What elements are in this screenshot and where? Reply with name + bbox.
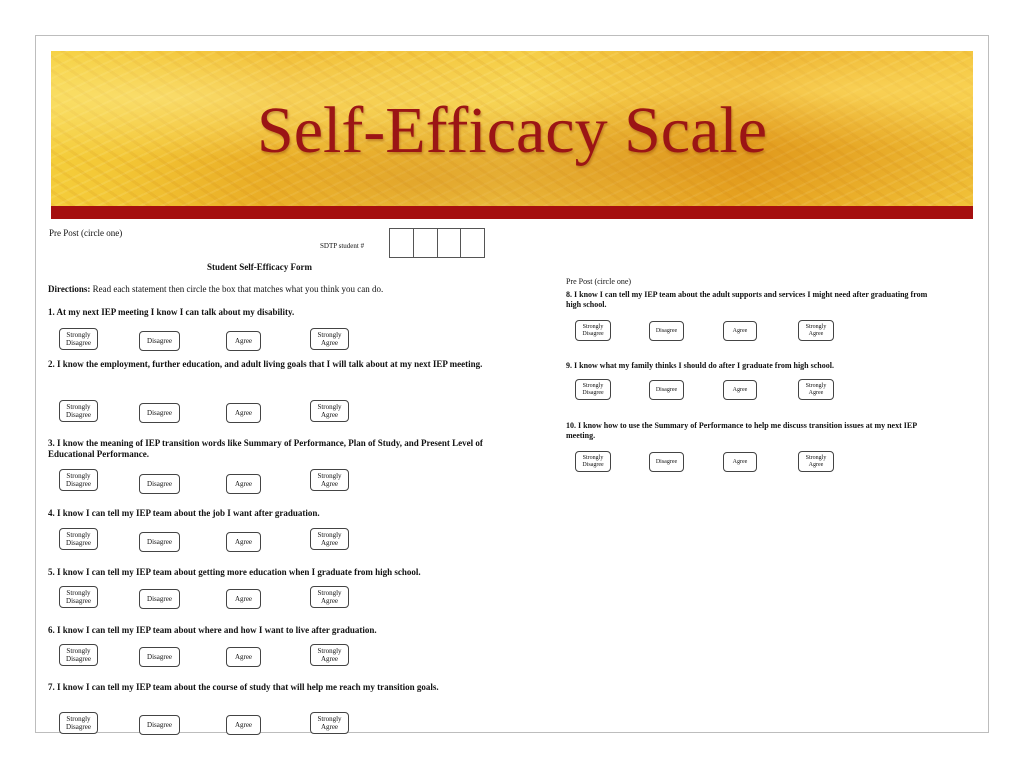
q3-disagree-option[interactable]: Disagree xyxy=(139,474,180,494)
student-id-label: SDTP student # xyxy=(320,242,365,250)
banner-title: Self-Efficacy Scale xyxy=(256,94,768,167)
q4-agree-option[interactable]: Agree xyxy=(226,532,261,552)
q8-strongly-disagree-option[interactable]: Strongly Disagree xyxy=(575,320,611,341)
q9-agree-option[interactable]: Agree xyxy=(723,380,757,400)
q6-disagree-option[interactable]: Disagree xyxy=(139,647,180,667)
q4-strongly-disagree-option[interactable]: Strongly Disagree xyxy=(59,528,98,550)
q1-agree-option[interactable]: Agree xyxy=(226,331,261,351)
question-3: 3. I know the meaning of IEP transition words like Summary of Performance, Plan of Study, and Present Level of Educational Performance. xyxy=(48,438,483,459)
directions xyxy=(48,284,383,295)
q1-strongly-disagree-option[interactable]: Strongly Disagree xyxy=(59,328,98,350)
student-id-digit-box[interactable] xyxy=(390,229,414,257)
q2-strongly-agree-option[interactable]: Strongly Agree xyxy=(310,400,349,422)
q7-strongly-disagree-option[interactable]: Strongly Disagree xyxy=(59,712,98,734)
student-id-digit-box[interactable] xyxy=(438,229,462,257)
directions-label: Directions: xyxy=(48,284,91,294)
directions-text: Read each statement then circle the box that matches what you think you can do. xyxy=(90,284,384,294)
pre-post-label-right: Pre Post (circle one) xyxy=(566,277,632,286)
q9-strongly-disagree-option[interactable]: Strongly Disagree xyxy=(575,379,611,400)
question-5: 5. I know I can tell my IEP team about getting more education when I graduate from high school. xyxy=(48,567,421,577)
q1-strongly-agree-option[interactable]: Strongly Agree xyxy=(310,328,349,350)
q5-disagree-option[interactable]: Disagree xyxy=(139,589,180,609)
q2-strongly-disagree-option[interactable]: Strongly Disagree xyxy=(59,400,98,422)
q4-strongly-agree-option[interactable]: Strongly Agree xyxy=(310,528,349,550)
question-8: 8. I know I can tell my IEP team about the adult supports and services I might need after graduating from high school. xyxy=(566,290,928,309)
q1-disagree-option[interactable]: Disagree xyxy=(139,331,180,351)
pre-post-label: Pre Post (circle one) xyxy=(49,228,123,238)
q9-disagree-option[interactable]: Disagree xyxy=(649,380,684,400)
q8-agree-option[interactable]: Agree xyxy=(723,321,757,341)
q8-strongly-agree-option[interactable]: Strongly Agree xyxy=(798,320,834,341)
q10-strongly-disagree-option[interactable]: Strongly Disagree xyxy=(575,451,611,472)
question-4: 4. I know I can tell my IEP team about the job I want after graduation. xyxy=(48,508,320,518)
question-2: 2. I know the employment, further education, and adult living goals that I will talk about at my next IEP meeting. xyxy=(48,359,483,369)
q7-strongly-agree-option[interactable]: Strongly Agree xyxy=(310,712,349,734)
question-6: 6. I know I can tell my IEP team about where and how I want to live after graduation. xyxy=(48,625,377,635)
q6-strongly-disagree-option[interactable]: Strongly Disagree xyxy=(59,644,98,666)
student-id-digit-box[interactable] xyxy=(461,229,484,257)
q10-agree-option[interactable]: Agree xyxy=(723,452,757,472)
q10-strongly-agree-option[interactable]: Strongly Agree xyxy=(798,451,834,472)
q8-disagree-option[interactable]: Disagree xyxy=(649,321,684,341)
q2-disagree-option[interactable]: Disagree xyxy=(139,403,180,423)
q5-strongly-agree-option[interactable]: Strongly Agree xyxy=(310,586,349,608)
q5-agree-option[interactable]: Agree xyxy=(226,589,261,609)
banner-divider xyxy=(51,206,973,219)
question-1: 1. At my next IEP meeting I know I can talk about my disability. xyxy=(48,307,295,317)
q3-agree-option[interactable]: Agree xyxy=(226,474,261,494)
question-7: 7. I know I can tell my IEP team about the course of study that will help me reach my transition goals. xyxy=(48,682,439,692)
q4-disagree-option[interactable]: Disagree xyxy=(139,532,180,552)
q6-agree-option[interactable]: Agree xyxy=(226,647,261,667)
student-id-boxes[interactable] xyxy=(389,228,485,258)
q9-strongly-agree-option[interactable]: Strongly Agree xyxy=(798,379,834,400)
student-id-digit-box[interactable] xyxy=(414,229,438,257)
q3-strongly-agree-option[interactable]: Strongly Agree xyxy=(310,469,349,491)
form-title: Student Self-Efficacy Form xyxy=(207,262,312,272)
q5-strongly-disagree-option[interactable]: Strongly Disagree xyxy=(59,586,98,608)
q2-agree-option[interactable]: Agree xyxy=(226,403,261,423)
question-10: 10. I know how to use the Summary of Performance to help me discuss transition issues at my next IEP meeting. xyxy=(566,421,917,440)
q10-disagree-option[interactable]: Disagree xyxy=(649,452,684,472)
q7-agree-option[interactable]: Agree xyxy=(226,715,261,735)
banner xyxy=(51,51,973,206)
question-9: 9. I know what my family thinks I should do after I graduate from high school. xyxy=(566,361,834,370)
q6-strongly-agree-option[interactable]: Strongly Agree xyxy=(310,644,349,666)
q3-strongly-disagree-option[interactable]: Strongly Disagree xyxy=(59,469,98,491)
q7-disagree-option[interactable]: Disagree xyxy=(139,715,180,735)
